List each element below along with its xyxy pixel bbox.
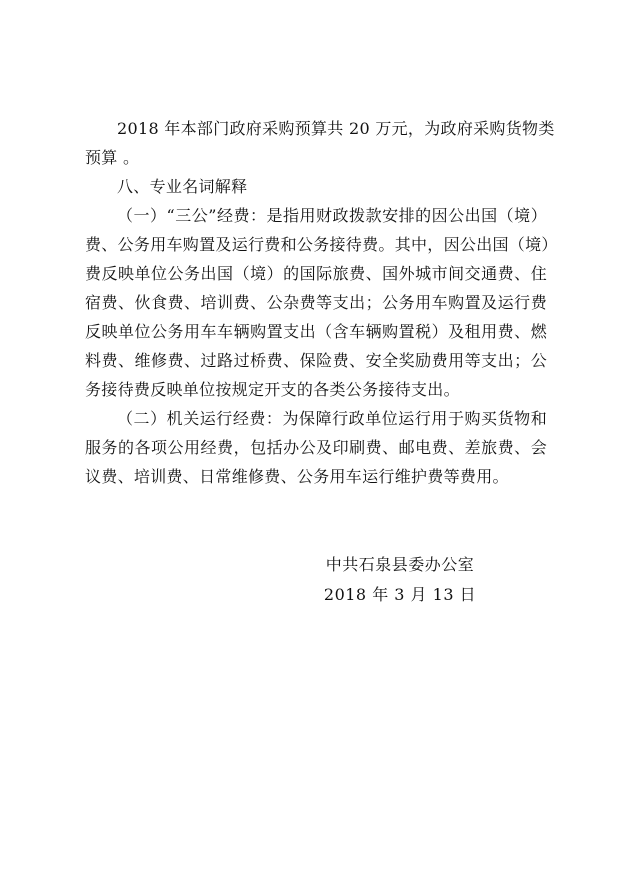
paragraph-operating-expenses	[85, 404, 547, 491]
text-line: 2018 年本部门政府采购预算共 20 万元，为政府采购货物类	[117, 119, 555, 138]
paragraph-procurement-budget	[85, 114, 555, 172]
text-line: 务接待费反映单位按规定开支的各类公务接待支出。	[85, 380, 460, 399]
text-line: 预算 。	[85, 148, 140, 167]
text-line: 反映单位公务用车车辆购置支出（含车辆购置税）及租用费、燃	[85, 322, 547, 341]
section-heading: 八、专业名词解释	[117, 177, 248, 196]
text-line: （二）机关运行经费：为保障行政单位运行用于购买货物和	[117, 409, 547, 428]
text-line: 议费、培训费、日常维修费、公务用车运行维护费等费用。	[85, 467, 509, 486]
signature-date: 2018 年 3 月 13 日	[323, 585, 477, 604]
text-line: 费、公务用车购置及运行费和公务接待费。其中，因公出国（境）	[85, 235, 558, 254]
text-line: 费反映单位公务出国（境）的国际旅费、国外城市间交通费、住	[85, 264, 547, 283]
text-line: 料费、维修费、过路过桥费、保险费、安全奖励费用等支出；公	[85, 351, 547, 370]
text-line: （一）“三公”经费：是指用财政拨款安排的因公出国（境）	[117, 206, 547, 225]
paragraph-three-public-expenses	[85, 201, 558, 404]
document-body	[85, 114, 558, 491]
signature-organization: 中共石泉县委办公室	[325, 555, 475, 574]
text-line: 服务的各项公用经费，包括办公及印刷费、邮电费、差旅费、会	[85, 438, 547, 457]
text-line: 宿费、伙食费、培训费、公杂费等支出；公务用车购置及运行费	[85, 293, 547, 312]
